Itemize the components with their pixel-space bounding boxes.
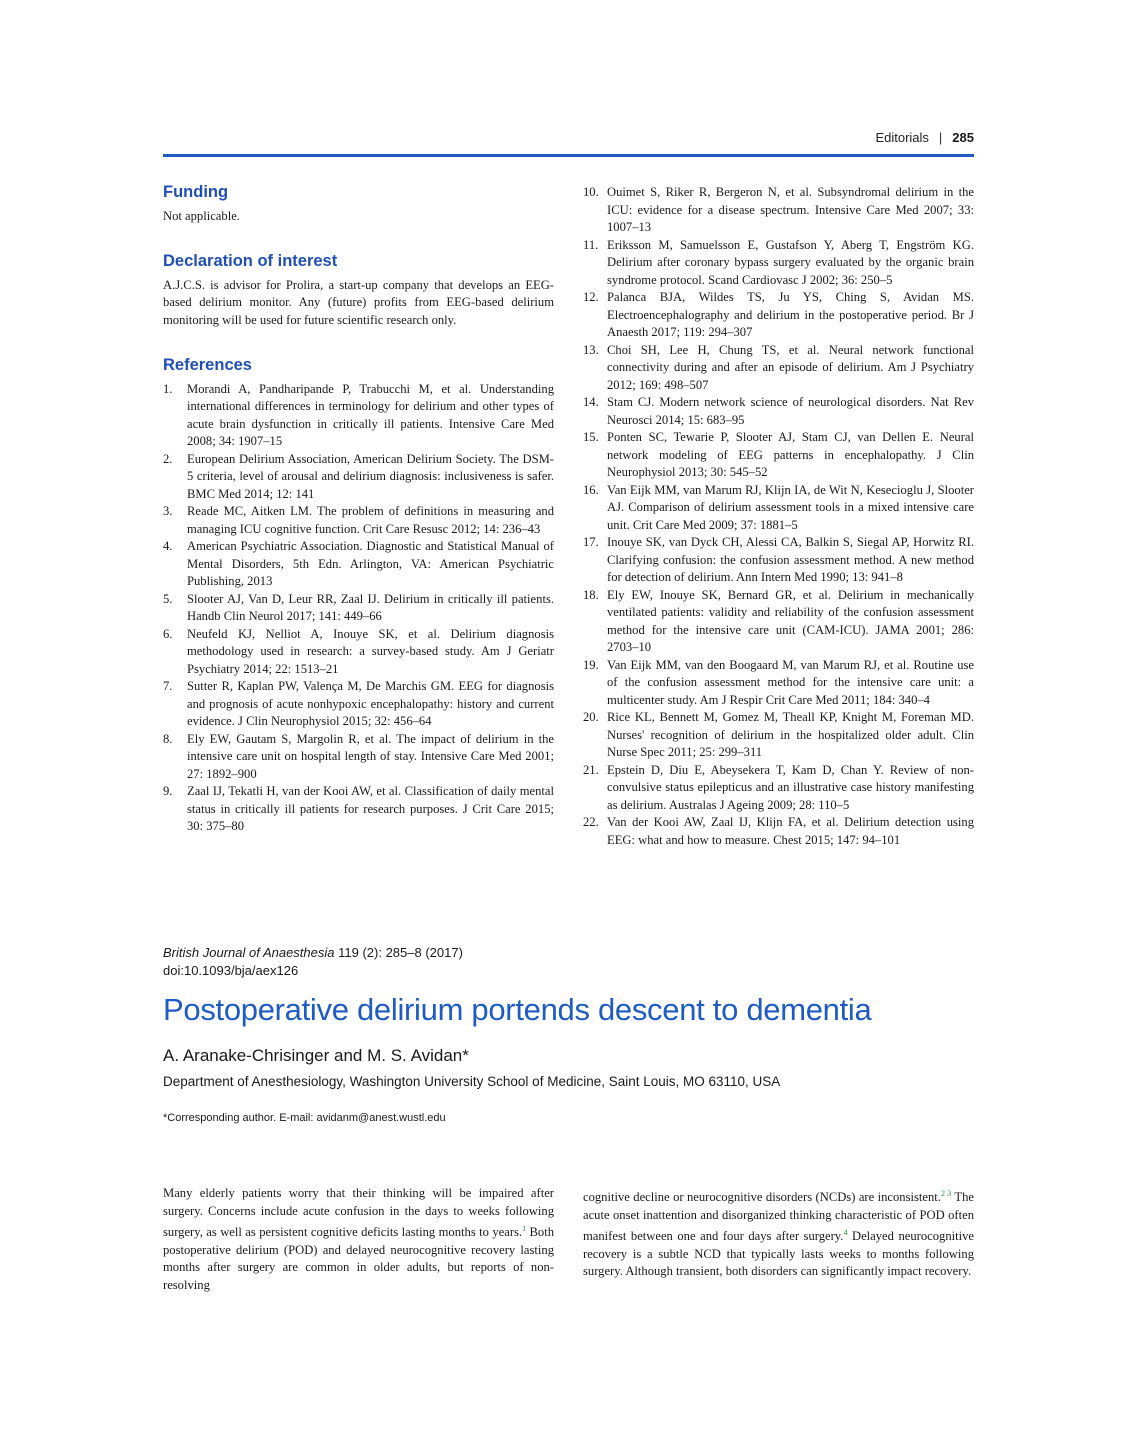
reference-number: 16. [583, 482, 599, 497]
reference-number: 5. [163, 591, 173, 606]
reference-number: 15. [583, 430, 599, 444]
reference-text: Stam CJ. Modern network science of neurological disorders. Nat Rev Neurosci 2014; 15: 683–95 [607, 395, 974, 427]
reference-text: Ely EW, Inouye SK, Bernard GR, et al. Delirium in mechanically ventilated patients: validity and reliability of the confusion assessment method for the intensive care unit (CAM-ICU). JAMA 2001; 286: 2703–10 [607, 587, 974, 654]
doi-link[interactable]: doi:10.1093/bja/aex126 [163, 963, 299, 978]
reference-text: Inouye SK, van Dyck CH, Alessi CA, Balkin S, Siegal AP, Horwitz RI. Clarifying confusion: the confusion assessment method. A new method for detection of delirium. Ann Intern Med 1990; 13: 941–8 [607, 535, 974, 584]
article-citation [163, 944, 463, 980]
funding-text: Not applicable. [163, 208, 240, 223]
corresponding-author: *Corresponding author. E-mail: avidanm@anest.wustl.edu [163, 1112, 446, 1124]
reference-item [163, 538, 554, 591]
reference-text: Rice KL, Bennett M, Gomez M, Theall KP, Knight M, Foreman MD. Nurses' recognition of delirium in the hospitalized older adult. Clin Nurse Spec 2011; 25: 299–311 [607, 710, 974, 759]
reference-text: Morandi A, Pandharipande P, Trabucchi M, et al. Understanding international differences in terminology for delirium and other types of acute brain dysfunction in critically ill patients. Intensive Care Med 2008; 34: 1907–15 [187, 381, 554, 448]
reference-item [163, 591, 554, 626]
reference-text: Ouimet S, Riker R, Bergeron N, et al. Subsyndromal delirium in the ICU: evidence for a disease spectrum. Intensive Care Med 2007; 33: 1007–13 [607, 185, 974, 234]
body-text: The acute onset inattention and disorganized thinking characteristic of POD often manifest between one and four days after surgery. [583, 1190, 974, 1244]
body-text: Many elderly patients worry that their thinking will be impaired after surgery. Concerns include acute confusion in the days to weeks following surgery, as well as persistent cognitive deficits lasting months to years. [163, 1186, 554, 1240]
article-affiliation: Department of Anesthesiology, Washington University School of Medicine, Saint Louis, MO 63110, USA [163, 1074, 781, 1089]
reference-text: Choi SH, Lee H, Chung TS, et al. Neural network functional connectivity during and after an episode of delirium. Am J Psychiatry 2012; 169: 498–507 [607, 342, 974, 392]
reference-number: 18. [583, 587, 599, 602]
reference-number: 7. [163, 679, 173, 693]
running-header [163, 130, 974, 154]
reference-text: Ponten SC, Tewarie P, Slooter AJ, Stam CJ, van Dellen E. Neural network modeling of EEG patterns in encephalopathy. J Clin Neurophysiol 2013; 30: 545–52 [607, 430, 974, 479]
reference-number: 8. [163, 731, 173, 746]
reference-item [583, 814, 974, 849]
page-number: 285 [952, 130, 974, 145]
reference-text: American Psychiatric Association. Diagnostic and Statistical Manual of Mental Disorders, 5th Edn. Arlington, VA: American Psychiatric Publishing, 2013 [187, 539, 554, 588]
reference-text: Sutter R, Kaplan PW, Valença M, De Marchis GM. EEG for diagnosis and prognosis of acute nonhypoxic encephalopathy: history and current evidence. J Clin Neurophysiol 2015; 32: 456–64 [187, 679, 554, 728]
journal-name: British Journal of Anaesthesia [163, 945, 335, 960]
reference-item [583, 342, 974, 395]
citation-sup-2-3[interactable]: 2 3 [940, 1189, 952, 1198]
reference-text: Van Eijk MM, van Marum RJ, Klijn IA, de Wit N, Kesecioglu J, Slooter AJ. Comparison of delirium assessment tools in a mixed intensive care unit. Crit Care Med 2009; 37: 1881–5 [607, 482, 974, 532]
reference-item [583, 709, 974, 762]
header-rule [163, 154, 974, 157]
body-text: Both postoperative delirium (POD) and delayed neurocognitive recovery lasting months after surgery are common in older adults, but reports of non-resolving [163, 1225, 554, 1292]
reference-number: 2. [163, 451, 173, 466]
reference-item [163, 783, 554, 836]
references-heading: References [163, 356, 252, 374]
reference-number: 6. [163, 626, 173, 641]
reference-item [583, 237, 974, 290]
reference-number: 11. [583, 237, 599, 252]
references-list-right [583, 184, 974, 849]
reference-text: Reade MC, Aitken LM. The problem of definitions in measuring and managing ICU cognitive function. Crit Care Resusc 2012; 14: 236–43 [187, 504, 554, 536]
reference-text: Neufeld KJ, Nelliot A, Inouye SK, et al. Delirium diagnosis methodology used in research: a survey-based study. Am J Geriatr Psychiatry 2014; 22: 1513–21 [187, 626, 554, 676]
reference-item [163, 678, 554, 731]
reference-number: 13. [583, 342, 599, 357]
body-text: cognitive decline or neurocognitive disorders (NCDs) are inconsistent. [583, 1190, 941, 1205]
body-left-column [163, 1185, 554, 1294]
reference-item [163, 731, 554, 784]
header-info [875, 130, 974, 145]
reference-text: Palanca BJA, Wildes TS, Ju YS, Ching S, Avidan MS. Electroencephalography and delirium in the postoperative period. Br J Anaesth 2017; 119: 294–307 [607, 290, 974, 339]
references-list-left [163, 381, 554, 836]
reference-number: 10. [583, 185, 599, 199]
reference-text: Van der Kooi AW, Zaal IJ, Klijn FA, et al. Delirium detection using EEG: what and how to measure. Chest 2015; 147: 94–101 [607, 815, 974, 847]
reference-item [583, 394, 974, 429]
reference-text: Eriksson M, Samuelsson E, Gustafson Y, Aberg T, Engström KG. Delirium after coronary bypass surgery evaluated by the organic brain syndrome protocol. Scand Cardiovasc J 2002; 36: 250–5 [607, 237, 974, 287]
reference-number: 20. [583, 710, 599, 724]
left-column [163, 184, 554, 836]
reference-item [583, 657, 974, 710]
reference-item [583, 534, 974, 587]
reference-item [583, 289, 974, 342]
funding-heading: Funding [163, 183, 229, 201]
reference-text: Slooter AJ, Van D, Leur RR, Zaal IJ. Delirium in critically ill patients. Handb Clin Neurol 2017; 141: 449–66 [187, 591, 554, 623]
declaration-text: A.J.C.S. is advisor for Prolira, a start-up company that develops an EEG-based delirium monitor. Any (future) profits from EEG-based delirium monitoring will be used for future scientific research only. [163, 277, 554, 327]
reference-number: 17. [583, 535, 599, 549]
reference-item [583, 184, 974, 237]
reference-item [163, 626, 554, 679]
reference-number: 9. [163, 784, 173, 798]
reference-number: 4. [163, 539, 173, 553]
reference-item [163, 503, 554, 538]
article-authors: A. Aranake-Chrisinger and M. S. Avidan* [163, 1046, 469, 1065]
reference-number: 22. [583, 815, 599, 829]
reference-item [583, 482, 974, 535]
citation-volume: 119 (2): 285–8 (2017) [334, 945, 463, 960]
citation-sup-1[interactable]: 1 [522, 1224, 527, 1233]
reference-text: Van Eijk MM, van den Boogaard M, van Marum RJ, et al. Routine use of the confusion assessment method for the intensive care unit: a multicenter study. Am J Respir Crit Care Med 2011; 184: 340–4 [607, 657, 974, 707]
reference-item [163, 381, 554, 451]
reference-text: European Delirium Association, American Delirium Society. The DSM-5 criteria, level of arousal and delirium diagnosis: inclusiveness is safer. BMC Med 2014; 12: 141 [187, 451, 554, 501]
declaration-heading: Declaration of interest [163, 252, 338, 270]
header-separator: | [938, 130, 943, 145]
citation-sup-4[interactable]: 4 [843, 1228, 848, 1238]
body-paragraph-right [583, 1185, 974, 1281]
reference-number: 3. [163, 504, 173, 518]
body-paragraph-left [163, 1185, 554, 1294]
reference-number: 19. [583, 657, 599, 672]
article-title: Postoperative delirium portends descent to dementia [163, 992, 872, 1027]
reference-number: 12. [583, 290, 599, 304]
reference-text: Zaal IJ, Tekatli H, van der Kooi AW, et al. Classification of daily mental status in critically ill patients for research purposes. J Crit Care 2015; 30: 375–80 [187, 784, 554, 833]
header-section: Editorials [875, 130, 929, 145]
reference-text: Ely EW, Gautam S, Margolin R, et al. The impact of delirium in the intensive care unit on hospital length of stay. Intensive Care Med 2001; 27: 1892–900 [187, 731, 554, 781]
body-text: Delayed neurocognitive recovery is a subtle NCD that typically lasts weeks to months following surgery. Although transient, both disorders can significantly impact recovery. [583, 1229, 974, 1279]
body-right-column [583, 1185, 974, 1281]
reference-item [583, 762, 974, 815]
reference-item [163, 451, 554, 504]
right-column [583, 184, 974, 849]
reference-number: 1. [163, 381, 173, 396]
reference-item [583, 587, 974, 657]
reference-text: Epstein D, Diu E, Abeysekera T, Kam D, Chan Y. Review of non-convulsive status epilepticus and an illustrative case history manifesting as delirium. Australas J Ageing 2009; 28: 110–5 [607, 762, 974, 812]
reference-number: 21. [583, 762, 599, 777]
reference-number: 14. [583, 395, 599, 409]
reference-item [583, 429, 974, 482]
